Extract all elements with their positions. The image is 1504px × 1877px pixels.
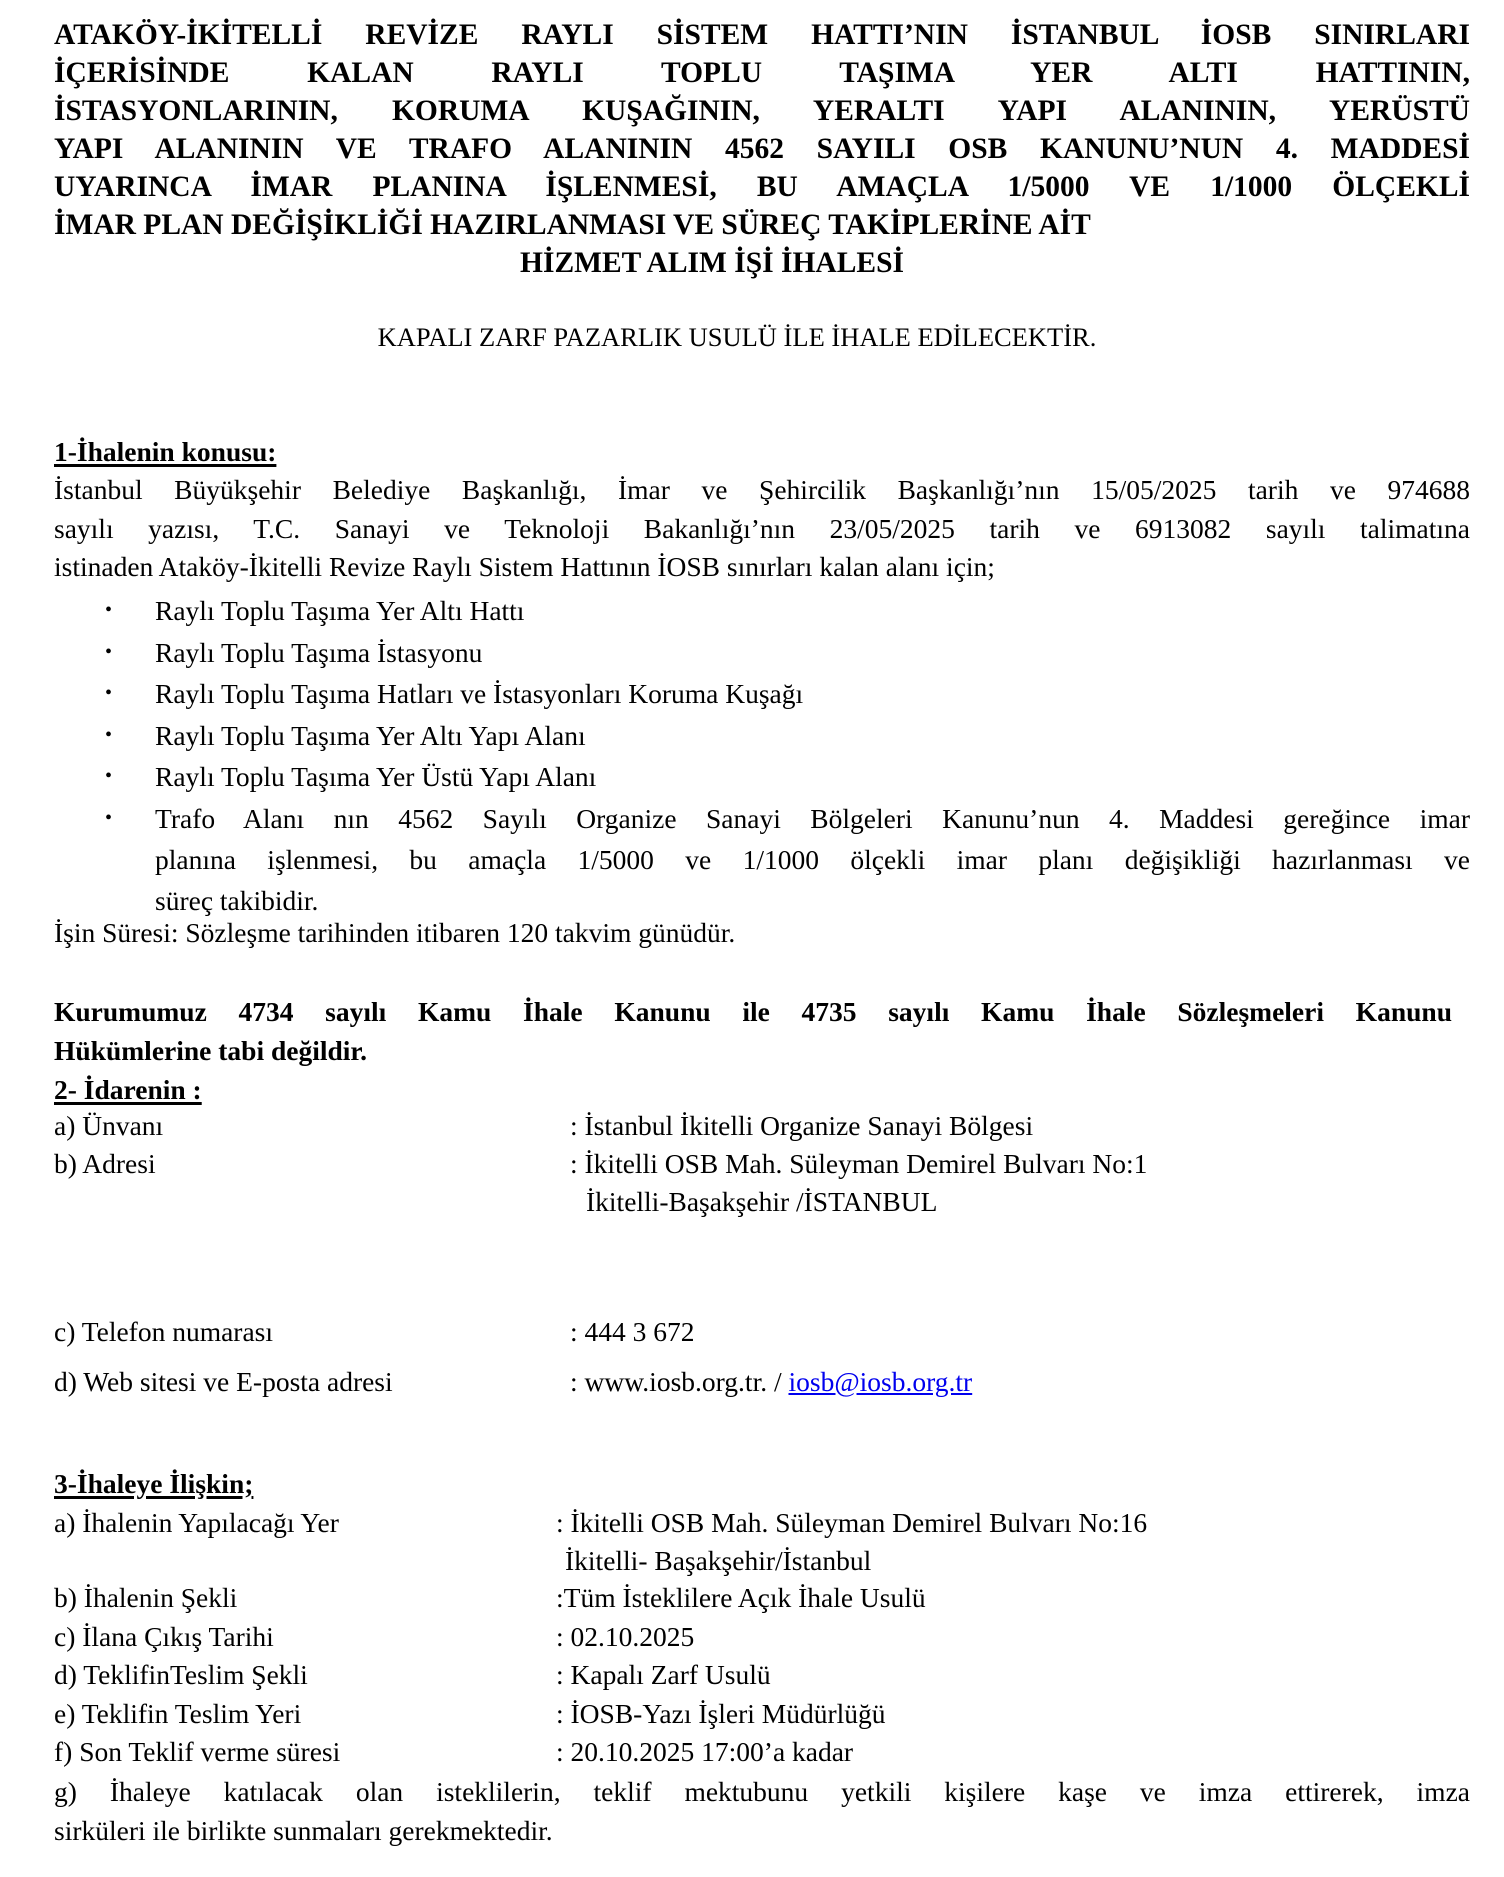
list-item	[54, 715, 1470, 757]
bullet-icon: •	[105, 765, 113, 787]
field-value: : İOSB-Yazı İşleri Müdürlüğü	[556, 1698, 886, 1729]
note-line: g) İhaleye katılacak olan isteklilerin, teklif mektubunu yetkili kişilere kaşe ve imza ettirerek, imza	[54, 1776, 1470, 1807]
field-label: d) Web sitesi ve E-posta adresi	[54, 1366, 393, 1397]
list-item-text: Raylı Toplu Taşıma Yer Altı Yapı Alanı	[155, 719, 586, 751]
list-item	[54, 756, 1470, 798]
section-3-heading: 3-İhaleye İlişkin;	[54, 1468, 254, 1499]
list-item	[54, 590, 1470, 632]
list-item-line: süreç takibidir.	[155, 884, 319, 916]
section-1-heading: 1-İhalenin konusu:	[54, 436, 277, 467]
bullet-icon: •	[105, 806, 113, 829]
field-value: : İkitelli OSB Mah. Süleyman Demirel Bulvarı No:1	[570, 1148, 1148, 1179]
list-item-text: Raylı Toplu Taşıma Yer Altı Hattı	[155, 595, 525, 626]
document-subtitle: KAPALI ZARF PAZARLIK USULÜ İLE İHALE EDİLECEKTİR.	[377, 322, 1097, 352]
legal-notice	[54, 993, 1452, 1070]
field-value: : İkitelli OSB Mah. Süleyman Demirel Bulvarı No:16	[556, 1507, 1148, 1538]
list-item-text: Raylı Toplu Taşıma İstasyonu	[155, 636, 483, 668]
section-1-intro	[54, 471, 1470, 587]
field-label: e) Teklifin Teslim Yeri	[54, 1698, 302, 1729]
intro-line: İstanbul Büyükşehir Belediye Başkanlığı, İmar ve Şehircilik Başkanlığı’nın 15/05/2025 tarih ve 974688	[54, 474, 1470, 505]
field-value: : İstanbul İkitelli Organize Sanayi Bölgesi	[570, 1110, 1034, 1141]
field-value	[570, 1363, 972, 1401]
field-label: a) İhalenin Yapılacağı Yer	[54, 1507, 339, 1538]
field-label: c) İlana Çıkış Tarihi	[54, 1621, 274, 1652]
field-value-continued: İkitelli-Başakşehir /İSTANBUL	[586, 1186, 938, 1217]
title-line: İSTASYONLARININ, KORUMA KUŞAĞININ, YERALTI YAPI ALANININ, YERÜSTÜ	[54, 95, 1470, 127]
bullet-icon: •	[105, 599, 113, 621]
title-line: İMAR PLAN DEĞİŞİKLİĞİ HAZIRLANMASI VE SÜREÇ TAKİPLERİNE AİT	[54, 209, 1091, 241]
work-duration: İşin Süresi: Sözleşme tarihinden itibaren 120 takvim günüdür.	[54, 917, 736, 948]
list-item	[54, 798, 1470, 921]
field-value: : 444 3 672	[570, 1316, 695, 1347]
title-line: HİZMET ALIM İŞİ İHALESİ	[520, 247, 904, 279]
field-label: b) İhalenin Şekli	[54, 1582, 238, 1613]
field-label: d) TeklifinTeslim Şekli	[54, 1659, 308, 1690]
field-label: c) Telefon numarası	[54, 1316, 274, 1347]
scope-bullet-list	[54, 590, 1470, 921]
website-text: : www.iosb.org.tr. /	[570, 1366, 789, 1397]
field-value: : 20.10.2025 17:00’a kadar	[556, 1736, 854, 1767]
intro-line: istinaden Ataköy-İkitelli Revize Raylı Sistem Hattının İOSB sınırları kalan alanı için;	[54, 551, 995, 582]
title-line: İÇERİSİNDE KALAN RAYLI TOPLU TAŞIMA YER ALTI HATTININ,	[54, 57, 1470, 89]
bullet-icon: •	[105, 640, 113, 663]
list-item	[54, 632, 1470, 674]
field-value: :Tüm İsteklilere Açık İhale Usulü	[556, 1582, 926, 1613]
title-line: YAPI ALANININ VE TRAFO ALANININ 4562 SAYILI OSB KANUNU’NUN 4. MADDESİ	[54, 133, 1470, 165]
list-item-text: Raylı Toplu Taşıma Yer Üstü Yapı Alanı	[155, 761, 597, 792]
list-item-text: Raylı Toplu Taşıma Hatları ve İstasyonları Koruma Kuşağı	[155, 678, 804, 709]
list-item	[54, 673, 1470, 715]
list-item-line: planına işlenmesi, bu amaçla 1/5000 ve 1/1000 ölçekli imar planı değişikliği hazırlanması ve	[155, 843, 1470, 875]
email-link[interactable]: iosb@iosb.org.tr	[788, 1366, 973, 1397]
bullet-icon: •	[105, 682, 113, 704]
document-title	[54, 16, 1470, 282]
field-value: : 02.10.2025	[556, 1621, 695, 1652]
bullet-icon: •	[105, 723, 113, 746]
title-line: UYARINCA İMAR PLANINA İŞLENMESİ, BU AMAÇLA 1/5000 VE 1/1000 ÖLÇEKLİ	[54, 171, 1470, 203]
note-line: sirküleri ile birlikte sunmaları gerekmektedir.	[54, 1814, 553, 1846]
field-label: b) Adresi	[54, 1148, 156, 1179]
notice-line: Hükümlerine tabi değildir.	[54, 1034, 367, 1066]
section-3-note	[54, 1773, 1470, 1850]
notice-line: Kurumumuz 4734 sayılı Kamu İhale Kanunu ile 4735 sayılı Kamu İhale Sözleşmeleri Kanunu	[54, 996, 1452, 1027]
field-label: f) Son Teklif verme süresi	[54, 1736, 341, 1767]
section-2-heading: 2- İdarenin :	[54, 1074, 202, 1105]
list-item-line: Trafo Alanı nın 4562 Sayılı Organize Sanayi Bölgeleri Kanunu’nun 4. Maddesi gereğince imar	[155, 802, 1470, 834]
field-value-continued: İkitelli- Başakşehir/İstanbul	[565, 1545, 872, 1576]
field-value: : Kapalı Zarf Usulü	[556, 1659, 771, 1690]
intro-line: sayılı yazısı, T.C. Sanayi ve Teknoloji Bakanlığı’nın 23/05/2025 tarih ve 6913082 sayılı talimatına	[54, 512, 1470, 544]
title-line: ATAKÖY-İKİTELLİ REVİZE RAYLI SİSTEM HATTI’NIN İSTANBUL İOSB SINIRLARI	[54, 19, 1470, 51]
field-label: a) Ünvanı	[54, 1110, 164, 1141]
